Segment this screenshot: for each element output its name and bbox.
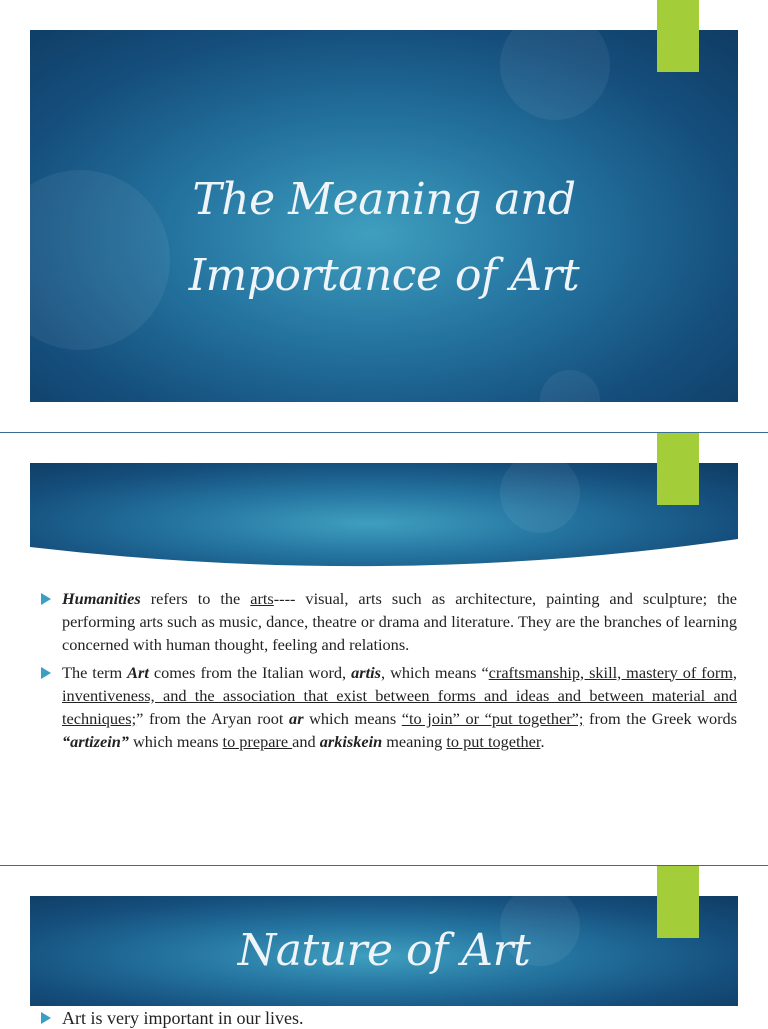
text: comes from the Italian word,: [148, 662, 352, 682]
presentation-title: [30, 162, 738, 314]
term-art: Art: [127, 662, 149, 682]
decorative-bubble: [500, 30, 610, 120]
text: which means: [128, 732, 223, 752]
header-banner: [30, 896, 738, 1006]
arkiskein-meaning: to put together: [446, 732, 541, 752]
bullet-text: Art is very important in our lives.: [62, 1008, 304, 1028]
text: ---- visual, arts such as architecture, painting and sculpture; the performing arts such as music, dance, theatre or drama and literature. They are the branches of learning concerned with human thought, feeling and relations.: [62, 589, 737, 655]
text: from the Greek words: [583, 709, 737, 729]
text: refers to the: [140, 589, 251, 608]
bullet-humanities: [40, 587, 737, 657]
accent-tab: [657, 866, 699, 938]
text: and: [292, 732, 320, 752]
banner-curve: [30, 463, 738, 573]
bullet-arrow-icon: [41, 593, 51, 605]
text: The term: [62, 662, 128, 682]
term-humanities: Humanities: [62, 589, 141, 608]
text: , which means “: [381, 662, 489, 682]
term-arts: arts: [250, 589, 274, 608]
text: meaning: [382, 732, 447, 752]
text: ” from the Aryan root: [136, 709, 290, 729]
slide-title: Nature of Art: [237, 925, 531, 976]
bullet-term-art: [40, 661, 737, 754]
slide-1: [0, 0, 768, 432]
term-arkiskein: arkiskein: [319, 732, 383, 752]
text: .: [540, 732, 545, 752]
ar-meaning: “to join” or “put together”;: [401, 709, 584, 729]
header-banner: [30, 463, 738, 573]
title-line-2: Importance of Art: [188, 250, 580, 301]
term-ar: ar: [289, 709, 304, 729]
title-banner: [30, 30, 738, 402]
slide-2-body: [40, 587, 737, 757]
accent-tab: [657, 433, 699, 505]
decorative-bubble: [540, 370, 600, 402]
accent-tab: [657, 0, 699, 72]
text: which means: [303, 709, 402, 729]
bullet-importance: [40, 1008, 303, 1029]
term-artis: artis: [351, 662, 381, 682]
title-line-1: The Meaning and: [192, 174, 576, 225]
artis-meaning: craftsmanship, skill, mastery of form, inventiveness, and the association that exist between forms and ideas and between material and techniques;: [62, 662, 737, 729]
slide-3: [0, 866, 768, 1024]
artizein-meaning: to prepare: [222, 732, 293, 752]
bullet-arrow-icon: [41, 667, 51, 679]
term-artizein: “artizein”: [62, 732, 129, 752]
bullet-arrow-icon: [41, 1012, 51, 1024]
